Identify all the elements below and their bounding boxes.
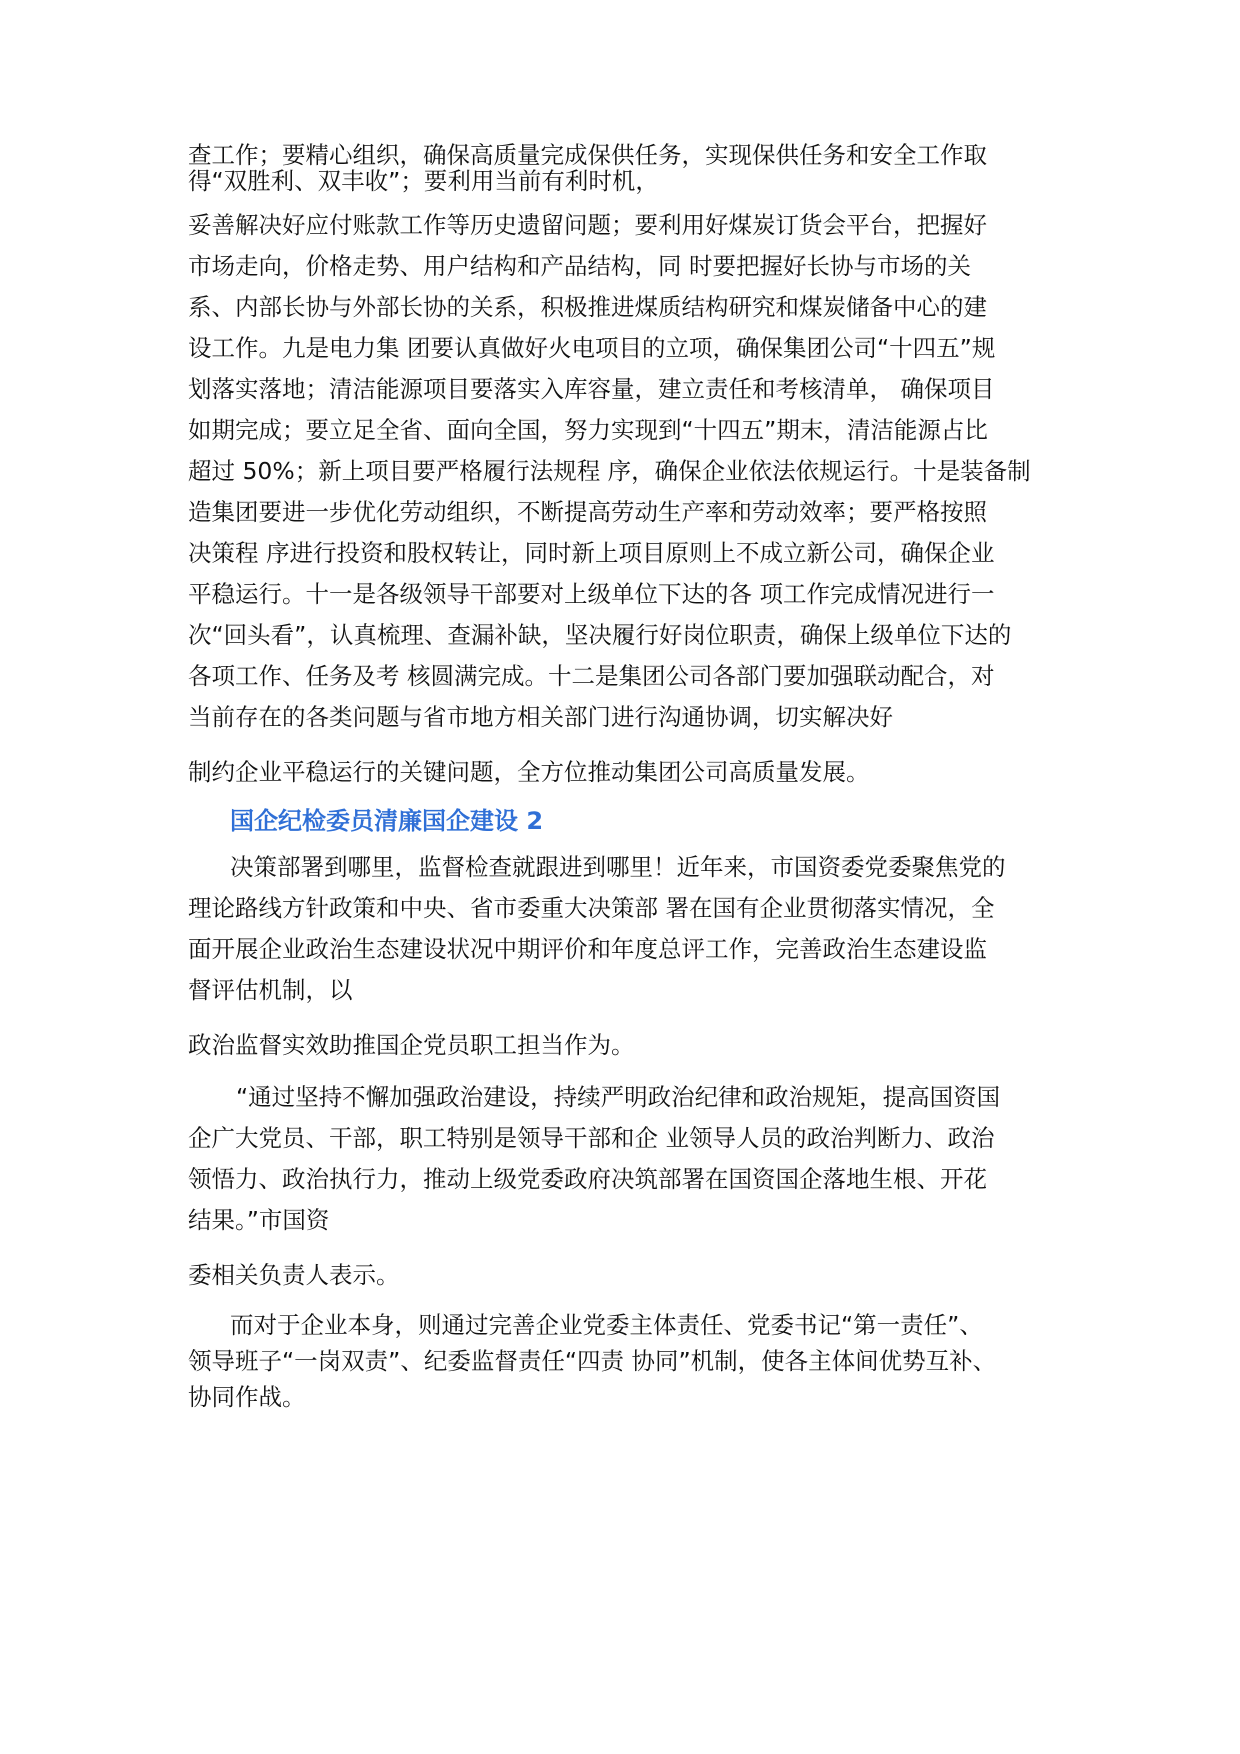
paragraph-line: 系、内部长协与外部长协的关系，积极推进煤质结构研究和煤炭储备中心的建 <box>188 293 987 321</box>
section-heading: 国企纪检委员清廉国企建设 2 <box>230 807 544 835</box>
paragraph-line: 各项工作、任务及考 核圆满完成。十二是集团公司各部门要加强联动配合，对 <box>188 662 995 690</box>
paragraph-line: 制约企业平稳运行的关键问题，全方位推动集团公司高质量发展。 <box>188 758 870 786</box>
paragraph-line: 查工作；要精心组织，确保高质量完成保供任务，实现保供任务和安全工作取 <box>188 141 987 169</box>
paragraph-line: 结果。”市国资 <box>188 1206 330 1234</box>
paragraph-line: 领悟力、政治执行力，推动上级党委政府决筑部署在国资国企落地生根、开花 <box>188 1165 987 1193</box>
paragraph-line: 平稳运行。十一是各级领导干部要对上级单位下达的各 项工作完成情况进行一 <box>188 580 995 608</box>
paragraph-line: 市场走向，价格走势、用户结构和产品结构，同 时要把握好长协与市场的关 <box>188 252 971 280</box>
paragraph-line: 当前存在的各类问题与省市地方相关部门进行沟通协调，切实解决好 <box>188 703 893 731</box>
paragraph-line: 划落实落地；清洁能源项目要落实入库容量，建立责任和考核清单， 确保项目 <box>188 375 995 403</box>
paragraph-line: 督评估机制，以 <box>188 976 353 1004</box>
paragraph-line: 政治监督实效助推国企党员职工担当作为。 <box>188 1031 635 1059</box>
paragraph-line: “通过坚持不懈加强政治建设，持续严明政治纪律和政治规矩，提高国资国 <box>236 1083 1001 1111</box>
paragraph-line: 妥善解决好应付账款工作等历史遗留问题；要利用好煤炭订货会平台，把握好 <box>188 211 987 239</box>
paragraph-line: 面开展企业政治生态建设状况中期评价和年度总评工作，完善政治生态建设监 <box>188 935 987 963</box>
paragraph-line: 领导班子“一岗双责”、纪委监督责任“四责 协同”机制，使各主体间优势互补、 <box>188 1347 997 1375</box>
paragraph-line: 次“回头看”，认真梳理、查漏补缺，坚决履行好岗位职责，确保上级单位下达的 <box>188 621 1012 649</box>
paragraph-line: 企广大党员、干部，职工特别是领导干部和企 业领导人员的政治判断力、政治 <box>188 1124 995 1152</box>
paragraph-line: 决策部署到哪里，监督检查就跟进到哪里！近年来，市国资委党委聚焦党的 <box>230 853 1006 881</box>
paragraph-line: 造集团要进一步优化劳动组织，不断提高劳动生产率和劳动效率；要严格按照 <box>188 498 987 526</box>
paragraph-line: 理论路线方针政策和中央、省市委重大决策部 署在国有企业贯彻落实情况，全 <box>188 894 995 922</box>
paragraph-line: 委相关负责人表示。 <box>188 1261 400 1289</box>
paragraph-line: 得“双胜利、双丰收”；要利用当前有利时机， <box>188 167 659 195</box>
paragraph-line: 如期完成；要立足全省、面向全国，努力实现到“十四五”期末，清洁能源占比 <box>188 416 988 444</box>
paragraph-line: 超过 50%；新上项目要严格履行法规程 序，确保企业依法依规运行。十是装备制 <box>188 457 1031 485</box>
paragraph-line: 协同作战。 <box>188 1383 306 1411</box>
paragraph-line: 设工作。九是电力集 团要认真做好火电项目的立项，确保集团公司“十四五”规 <box>188 334 996 362</box>
paragraph-line: 而对于企业本身，则通过完善企业党委主体责任、党委书记“第一责任”、 <box>230 1311 983 1339</box>
paragraph-line: 决策程 序进行投资和股权转让，同时新上项目原则上不成立新公司，确保企业 <box>188 539 995 567</box>
